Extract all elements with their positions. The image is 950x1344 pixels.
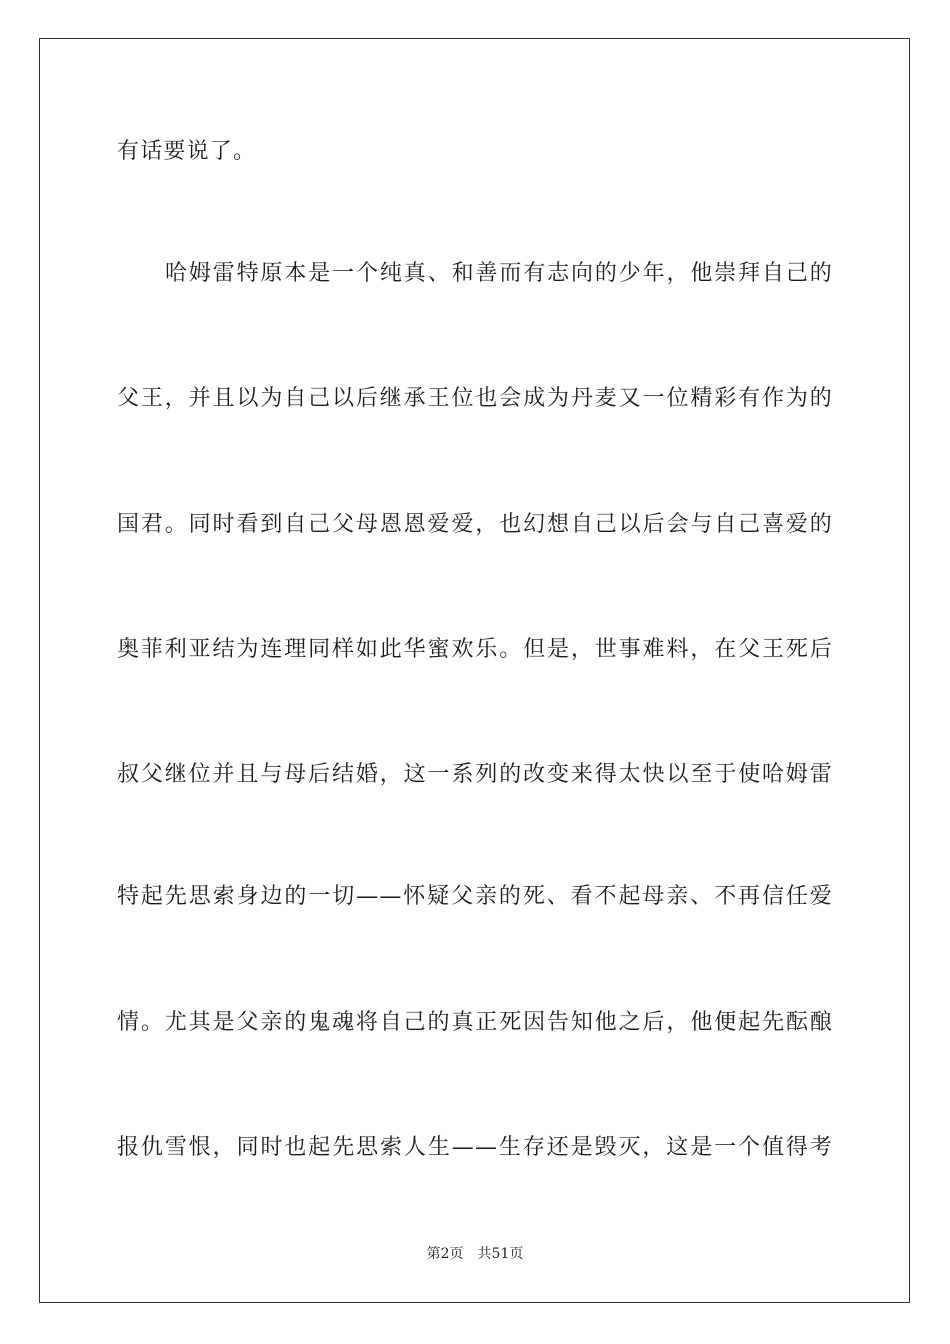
text-line-8: 情。尤其是父亲的鬼魂将自己的真正死因告知他之后，他便起先酝酿: [117, 1010, 833, 1035]
text-line-4: 国君。同时看到自己父母恩恩爱爱，也幻想自己以后会与自己喜爱的: [117, 512, 833, 537]
text-line-5: 奥菲利亚结为连理同样如此华蜜欢乐。但是，世事难料，在父王死后: [117, 637, 833, 662]
page-number: 第2页: [426, 1246, 464, 1262]
text-line-6: 叔父继位并且与母后结婚，这一系列的改变来得太快以至于使哈姆雷: [117, 762, 833, 787]
text-line-3: 父王，并且以为自己以后继承王位也会成为丹麦又一位精彩有作为的: [117, 386, 833, 411]
page-footer: [0, 1245, 950, 1263]
text-line-9: 报仇雪恨，同时也起先思索人生——生存还是毁灭，这是一个值得考: [117, 1135, 833, 1160]
page-border: [39, 38, 910, 1303]
text-line-7: 特起先思索身边的一切——怀疑父亲的死、看不起母亲、不再信任爱: [117, 884, 833, 909]
text-line-2: 哈姆雷特原本是一个纯真、和善而有志向的少年，他崇拜自己的: [165, 261, 833, 286]
page-total: 共51页: [477, 1246, 524, 1262]
text-line-1: 有话要说了。: [117, 139, 257, 164]
